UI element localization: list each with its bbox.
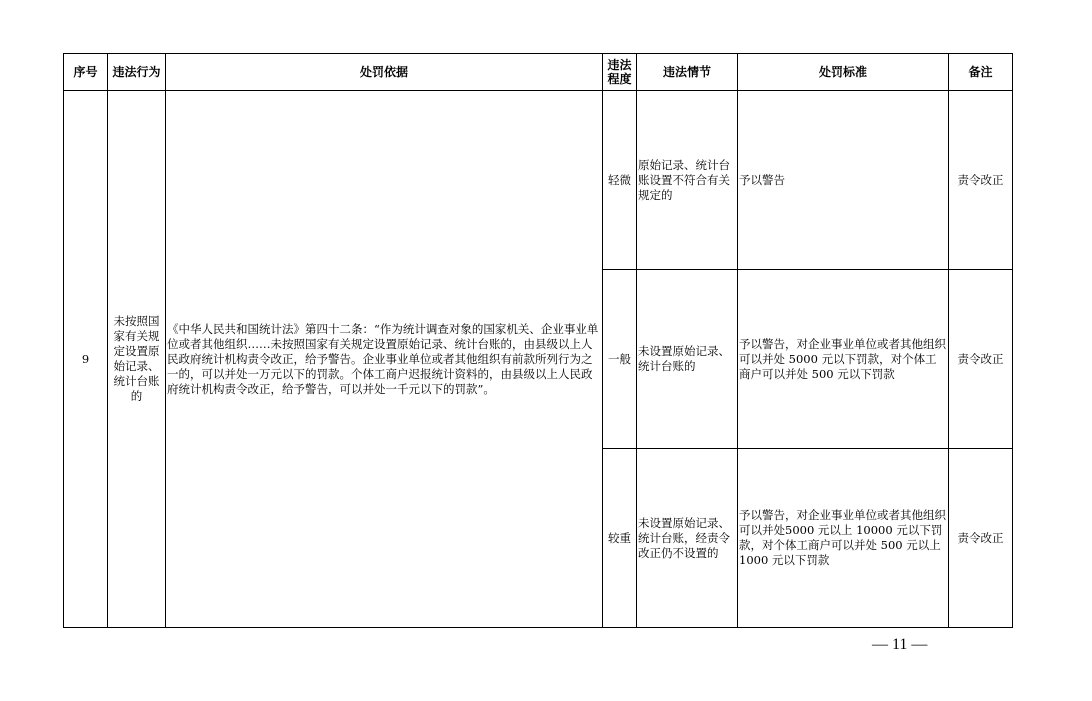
- header-penalty-basis: 处罚依据: [166, 54, 603, 91]
- standard-cell: 予以警告，对企业事业单位或者其他组织可以并处 5000 元以下罚款，对个体工商户可以并处 500 元以下罚款: [738, 270, 949, 449]
- header-circumstance: 违法情节: [637, 54, 738, 91]
- standard-cell: 予以警告，对企业事业单位或者其他组织可以并处5000 元以上 10000 元以下罚款，对个体工商户可以并处 500 元以上 1000 元以下罚款: [738, 449, 949, 628]
- header-remark: 备注: [949, 54, 1013, 91]
- circumstance-cell: 未设置原始记录、统计台账的: [637, 270, 738, 449]
- violation-cell: 未按照国家有关规定设置原始记录、统计台账的: [108, 91, 166, 628]
- degree-cell: 一般: [603, 270, 637, 449]
- remark-cell: 责令改正: [949, 449, 1013, 628]
- penalty-basis-cell: 《中华人民共和国统计法》第四十二条：“作为统计调查对象的国家机关、企业事业单位或者其他组织……未按照国家有关规定设置原始记录、统计台账的，由县级以上人民政府统计机构责令改正，给予警告。企业事业单位或者其他组织有前款所列行为之一的，可以并处一万元以下的罚款。个体工商户迟报统计资料的，由县级以上人民政府统计机构责令改正，给予警告，可以并处一千元以下的罚款”。: [166, 91, 603, 628]
- standard-cell: 予以警告: [738, 91, 949, 270]
- penalty-standard-table: [63, 53, 1013, 628]
- table-row: [64, 91, 1013, 270]
- circumstance-cell: 未设置原始记录、统计台账，经责令改正仍不设置的: [637, 449, 738, 628]
- remark-cell: 责令改正: [949, 270, 1013, 449]
- header-serial-no: 序号: [64, 54, 108, 91]
- degree-cell: 轻微: [603, 91, 637, 270]
- header-violation: 违法行为: [108, 54, 166, 91]
- remark-cell: 责令改正: [949, 91, 1013, 270]
- serial-no-cell: 9: [64, 91, 108, 628]
- table-header-row: [64, 54, 1013, 91]
- header-violation-degree: 违法程度: [603, 54, 637, 91]
- circumstance-cell: 原始记录、统计台账设置不符合有关规定的: [637, 91, 738, 270]
- page-number: — 11 —: [872, 636, 928, 653]
- header-penalty-standard: 处罚标准: [738, 54, 949, 91]
- degree-cell: 较重: [603, 449, 637, 628]
